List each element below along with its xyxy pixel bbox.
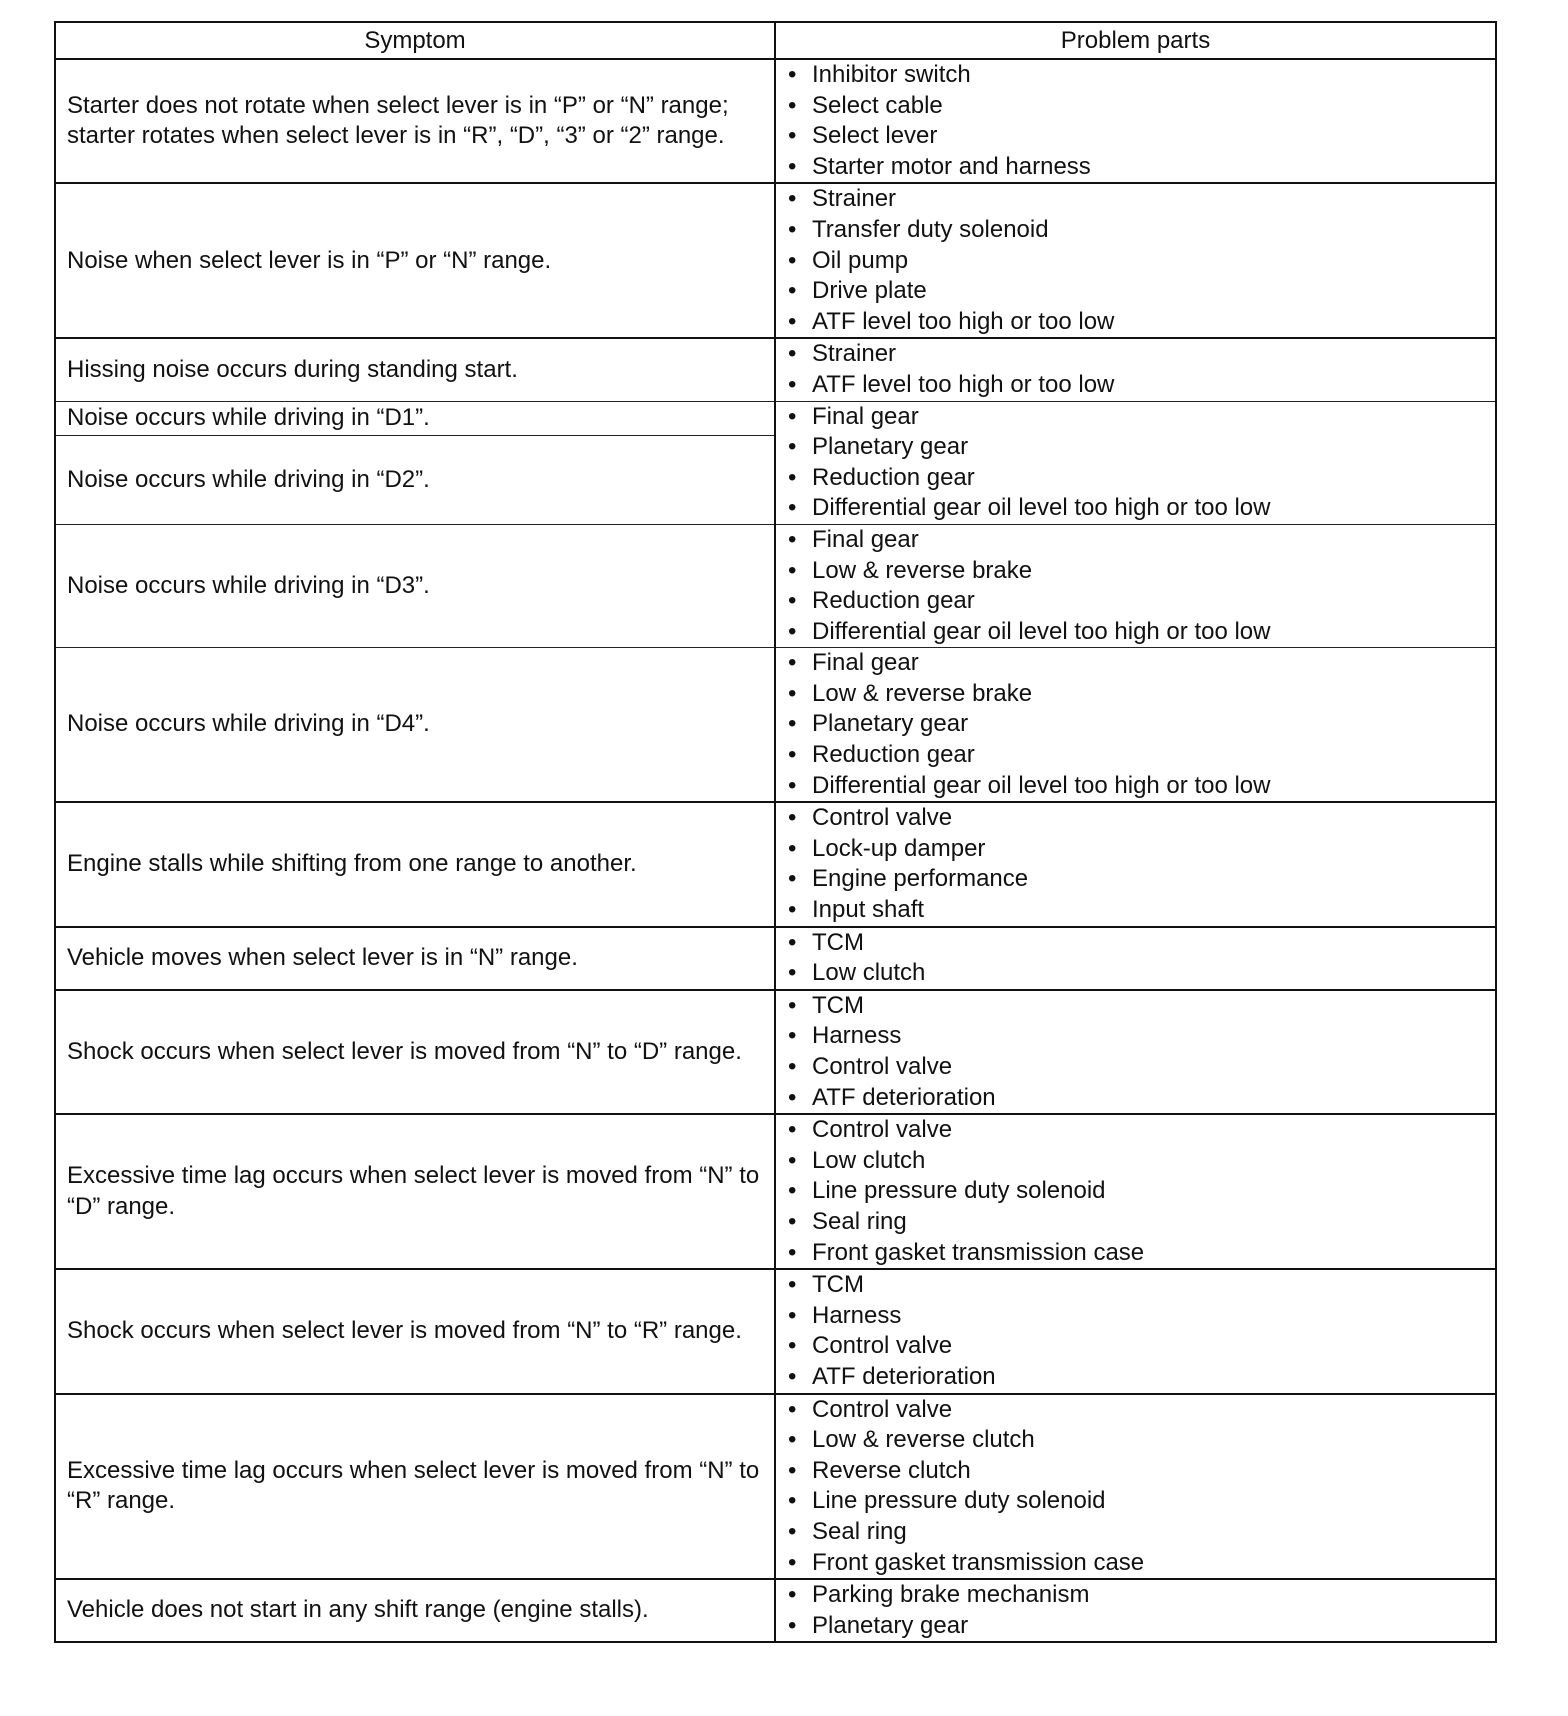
- problem-part-label: Input shaft: [812, 896, 925, 924]
- bullet-icon: •: [788, 587, 797, 615]
- bullet-icon: •: [788, 1548, 797, 1576]
- problem-part-label: Control valve: [812, 1395, 953, 1423]
- problem-part-item: [788, 1517, 1487, 1548]
- bullet-icon: •: [788, 1177, 797, 1205]
- problem-part-item: [788, 771, 1487, 802]
- problem-part-item: [788, 1207, 1487, 1238]
- problem-part-item: [788, 958, 1487, 989]
- problem-parts-cell: [775, 927, 1496, 990]
- bullet-icon: •: [788, 1362, 797, 1390]
- problem-part-label: Seal ring: [812, 1207, 907, 1235]
- problem-part-label: Select lever: [812, 122, 938, 150]
- bullet-icon: •: [788, 433, 797, 461]
- bullet-icon: •: [788, 152, 797, 180]
- problem-part-label: TCM: [812, 1271, 864, 1299]
- problem-part-label: Final gear: [812, 402, 919, 430]
- problem-part-item: [788, 709, 1487, 740]
- bullet-icon: •: [788, 61, 797, 88]
- problem-parts-cell: [775, 1579, 1496, 1642]
- bullet-icon: •: [788, 865, 797, 893]
- table-body: [55, 59, 1496, 1642]
- table-header: [55, 22, 1496, 59]
- table-row: [55, 1269, 1496, 1393]
- problem-part-label: Control valve: [812, 1116, 953, 1144]
- problem-part-label: Differential gear oil level too high or too low: [812, 617, 1271, 645]
- bullet-icon: •: [788, 277, 797, 305]
- problem-part-item: [788, 1146, 1487, 1177]
- problem-parts-list: [788, 1580, 1487, 1641]
- bullet-icon: •: [788, 91, 797, 119]
- problem-part-item: [788, 1115, 1487, 1146]
- table-row: [55, 802, 1496, 926]
- problem-part-item: [788, 1611, 1487, 1642]
- bullet-icon: •: [788, 307, 797, 335]
- bullet-icon: •: [788, 1116, 797, 1144]
- problem-part-label: Reverse clutch: [812, 1456, 971, 1484]
- problem-part-label: Strainer: [812, 185, 897, 213]
- problem-part-item: [788, 864, 1487, 895]
- table-row: [55, 1579, 1496, 1642]
- problem-part-label: Planetary gear: [812, 710, 969, 738]
- problem-parts-cell: [775, 524, 1496, 647]
- problem-part-item: [788, 246, 1487, 277]
- problem-part-label: Low clutch: [812, 959, 926, 987]
- problem-part-label: Low & reverse brake: [812, 679, 1033, 707]
- problem-parts-cell: [775, 648, 1496, 802]
- symptom-cell: Shock occurs when select lever is moved from “N” to “R” range.: [55, 1269, 775, 1393]
- bullet-icon: •: [788, 1456, 797, 1484]
- problem-parts-list: [788, 648, 1487, 801]
- problem-part-label: Drive plate: [812, 277, 927, 305]
- bullet-icon: •: [788, 1271, 797, 1299]
- bullet-icon: •: [788, 1053, 797, 1080]
- problem-part-label: Harness: [812, 1301, 902, 1329]
- bullet-icon: •: [788, 1611, 797, 1639]
- symptom-cell: Excessive time lag occurs when select lever is moved from “N” to “R” range.: [55, 1394, 775, 1580]
- problem-part-label: Strainer: [812, 340, 897, 368]
- problem-part-item: [788, 152, 1487, 183]
- bullet-icon: •: [788, 1517, 797, 1545]
- problem-part-label: Final gear: [812, 649, 919, 677]
- problem-part-label: Inhibitor switch: [812, 61, 971, 88]
- problem-part-item: [788, 991, 1487, 1022]
- problem-part-label: ATF deterioration: [812, 1362, 996, 1390]
- symptom-cell: Vehicle moves when select lever is in “N” range.: [55, 927, 775, 990]
- symptom-cell: Excessive time lag occurs when select lever is moved from “N” to “D” range.: [55, 1114, 775, 1269]
- problem-parts-cell: [775, 990, 1496, 1114]
- problem-part-item: [788, 895, 1487, 926]
- problem-part-item: [788, 740, 1487, 771]
- problem-part-label: Transfer duty solenoid: [812, 215, 1049, 243]
- problem-part-item: [788, 1021, 1487, 1052]
- bullet-icon: •: [788, 928, 797, 956]
- problem-part-item: [788, 1362, 1487, 1393]
- problem-part-item: [788, 1052, 1487, 1083]
- problem-part-item: [788, 1456, 1487, 1487]
- problem-part-item: [788, 91, 1487, 122]
- problem-part-label: Select cable: [812, 91, 943, 119]
- bullet-icon: •: [788, 1238, 797, 1266]
- problem-part-label: Reduction gear: [812, 741, 975, 769]
- problem-part-label: Control valve: [812, 1332, 953, 1360]
- problem-part-item: [788, 1548, 1487, 1579]
- problem-parts-cell: [775, 1114, 1496, 1269]
- document-page: [54, 21, 1495, 1643]
- table-row: [55, 990, 1496, 1114]
- problem-part-label: Starter motor and harness: [812, 152, 1091, 180]
- problem-part-item: [788, 493, 1487, 524]
- problem-part-label: Differential gear oil level too high or too low: [812, 494, 1271, 522]
- problem-part-item: [788, 432, 1487, 463]
- symptom-cell: Noise occurs while driving in “D3”.: [55, 524, 775, 647]
- problem-parts-list: [788, 525, 1487, 647]
- problem-parts-cell: [775, 401, 1496, 524]
- problem-part-item: [788, 525, 1487, 556]
- problem-part-label: Reduction gear: [812, 463, 975, 491]
- bullet-icon: •: [788, 556, 797, 584]
- problem-part-item: [788, 184, 1487, 215]
- bullet-icon: •: [788, 771, 797, 799]
- problem-part-item: [788, 215, 1487, 246]
- problem-parts-list: [788, 1395, 1487, 1579]
- problem-part-item: [788, 617, 1487, 648]
- table-row: [55, 401, 1496, 435]
- table-row: [55, 59, 1496, 183]
- problem-part-item: [788, 1301, 1487, 1332]
- bullet-icon: •: [788, 463, 797, 491]
- table-row: [55, 1394, 1496, 1580]
- problem-part-label: Control valve: [812, 804, 953, 832]
- bullet-icon: •: [788, 617, 797, 645]
- symptom-cell: Hissing noise occurs during standing start.: [55, 338, 775, 401]
- bullet-icon: •: [788, 679, 797, 707]
- table-row: [55, 648, 1496, 802]
- problem-part-label: Seal ring: [812, 1517, 907, 1545]
- bullet-icon: •: [788, 1426, 797, 1454]
- problem-part-label: Engine performance: [812, 865, 1029, 893]
- bullet-icon: •: [788, 804, 797, 832]
- problem-part-label: ATF deterioration: [812, 1083, 996, 1111]
- problem-part-item: [788, 370, 1487, 401]
- bullet-icon: •: [788, 1395, 797, 1423]
- bullet-icon: •: [788, 959, 797, 987]
- problem-part-item: [788, 1176, 1487, 1207]
- problem-part-item: [788, 928, 1487, 959]
- problem-part-item: [788, 1238, 1487, 1269]
- problem-part-label: Reduction gear: [812, 587, 975, 615]
- symptom-cell: Noise occurs while driving in “D4”.: [55, 648, 775, 802]
- problem-part-label: Oil pump: [812, 246, 909, 274]
- problem-parts-list: [788, 60, 1487, 182]
- problem-parts-cell: [775, 1394, 1496, 1580]
- problem-parts-cell: [775, 183, 1496, 338]
- problem-part-item: [788, 339, 1487, 370]
- problem-part-item: [788, 1395, 1487, 1426]
- problem-part-item: [788, 121, 1487, 152]
- table-row: [55, 524, 1496, 647]
- symptom-cell: Shock occurs when select lever is moved from “N” to “D” range.: [55, 990, 775, 1114]
- problem-parts-list: [788, 803, 1487, 925]
- problem-parts-list: [788, 991, 1487, 1113]
- problem-part-item: [788, 402, 1487, 433]
- problem-part-item: [788, 1425, 1487, 1456]
- troubleshooting-table: [54, 21, 1497, 1643]
- problem-part-label: Line pressure duty solenoid: [812, 1177, 1106, 1205]
- problem-parts-list: [788, 1115, 1487, 1268]
- problem-part-item: [788, 1270, 1487, 1301]
- problem-part-label: Front gasket transmission case: [812, 1238, 1145, 1266]
- table-row: [55, 927, 1496, 990]
- bullet-icon: •: [788, 1301, 797, 1329]
- problem-part-item: [788, 1083, 1487, 1114]
- problem-part-label: Planetary gear: [812, 1611, 969, 1639]
- problem-part-item: [788, 60, 1487, 91]
- problem-part-label: Low & reverse clutch: [812, 1426, 1035, 1454]
- problem-parts-column-header: Problem parts: [775, 22, 1496, 59]
- table-row: [55, 183, 1496, 338]
- problem-part-label: ATF level too high or too low: [812, 370, 1115, 398]
- problem-part-item: [788, 463, 1487, 494]
- symptom-cell: Noise when select lever is in “P” or “N” range.: [55, 183, 775, 338]
- problem-parts-list: [788, 339, 1487, 400]
- bullet-icon: •: [788, 710, 797, 738]
- bullet-icon: •: [788, 525, 797, 553]
- table-row: [55, 338, 1496, 401]
- bullet-icon: •: [788, 834, 797, 862]
- problem-part-label: Control valve: [812, 1053, 953, 1080]
- bullet-icon: •: [788, 991, 797, 1019]
- bullet-icon: •: [788, 494, 797, 522]
- problem-part-label: Harness: [812, 1022, 902, 1050]
- problem-part-label: TCM: [812, 991, 864, 1019]
- bullet-icon: •: [788, 122, 797, 150]
- bullet-icon: •: [788, 185, 797, 213]
- problem-parts-cell: [775, 59, 1496, 183]
- table-row: [55, 1114, 1496, 1269]
- problem-part-item: [788, 586, 1487, 617]
- problem-part-item: [788, 648, 1487, 679]
- problem-parts-list: [788, 928, 1487, 989]
- bullet-icon: •: [788, 896, 797, 924]
- problem-part-item: [788, 1580, 1487, 1611]
- problem-part-label: Planetary gear: [812, 433, 969, 461]
- problem-part-item: [788, 803, 1487, 834]
- bullet-icon: •: [788, 741, 797, 769]
- problem-parts-cell: [775, 338, 1496, 401]
- bullet-icon: •: [788, 1581, 797, 1609]
- bullet-icon: •: [788, 1332, 797, 1360]
- problem-part-item: [788, 834, 1487, 865]
- bullet-icon: •: [788, 1022, 797, 1050]
- symptom-cell: Vehicle does not start in any shift range (engine stalls).: [55, 1579, 775, 1642]
- problem-parts-list: [788, 402, 1487, 524]
- problem-part-label: Low clutch: [812, 1146, 926, 1174]
- bullet-icon: •: [788, 1207, 797, 1235]
- problem-part-label: Lock-up damper: [812, 834, 986, 862]
- symptom-column-header: Symptom: [55, 22, 775, 59]
- bullet-icon: •: [788, 402, 797, 430]
- problem-part-label: Parking brake mechanism: [812, 1581, 1090, 1609]
- bullet-icon: •: [788, 246, 797, 274]
- problem-parts-list: [788, 184, 1487, 337]
- bullet-icon: •: [788, 340, 797, 368]
- problem-part-item: [788, 307, 1487, 338]
- bullet-icon: •: [788, 649, 797, 677]
- problem-part-item: [788, 1331, 1487, 1362]
- problem-part-label: TCM: [812, 928, 864, 956]
- problem-parts-cell: [775, 802, 1496, 926]
- problem-part-item: [788, 556, 1487, 587]
- problem-part-label: Line pressure duty solenoid: [812, 1487, 1106, 1515]
- bullet-icon: •: [788, 370, 797, 398]
- problem-part-label: Final gear: [812, 525, 919, 553]
- problem-part-label: Differential gear oil level too high or too low: [812, 771, 1271, 799]
- problem-part-label: ATF level too high or too low: [812, 307, 1115, 335]
- problem-parts-cell: [775, 1269, 1496, 1393]
- bullet-icon: •: [788, 1146, 797, 1174]
- problem-part-item: [788, 679, 1487, 710]
- symptom-cell: Noise occurs while driving in “D1”.: [55, 401, 775, 435]
- symptom-cell: Starter does not rotate when select lever is in “P” or “N” range; starter rotates when select lever is in “R”, “D”, “3” or “2” range.: [55, 59, 775, 183]
- bullet-icon: •: [788, 215, 797, 243]
- bullet-icon: •: [788, 1083, 797, 1111]
- problem-parts-list: [788, 1270, 1487, 1392]
- problem-part-item: [788, 276, 1487, 307]
- problem-part-label: Front gasket transmission case: [812, 1548, 1145, 1576]
- bullet-icon: •: [788, 1487, 797, 1515]
- problem-part-label: Low & reverse brake: [812, 556, 1033, 584]
- problem-part-item: [788, 1486, 1487, 1517]
- symptom-cell: Engine stalls while shifting from one range to another.: [55, 802, 775, 926]
- symptom-cell: Noise occurs while driving in “D2”.: [55, 435, 775, 524]
